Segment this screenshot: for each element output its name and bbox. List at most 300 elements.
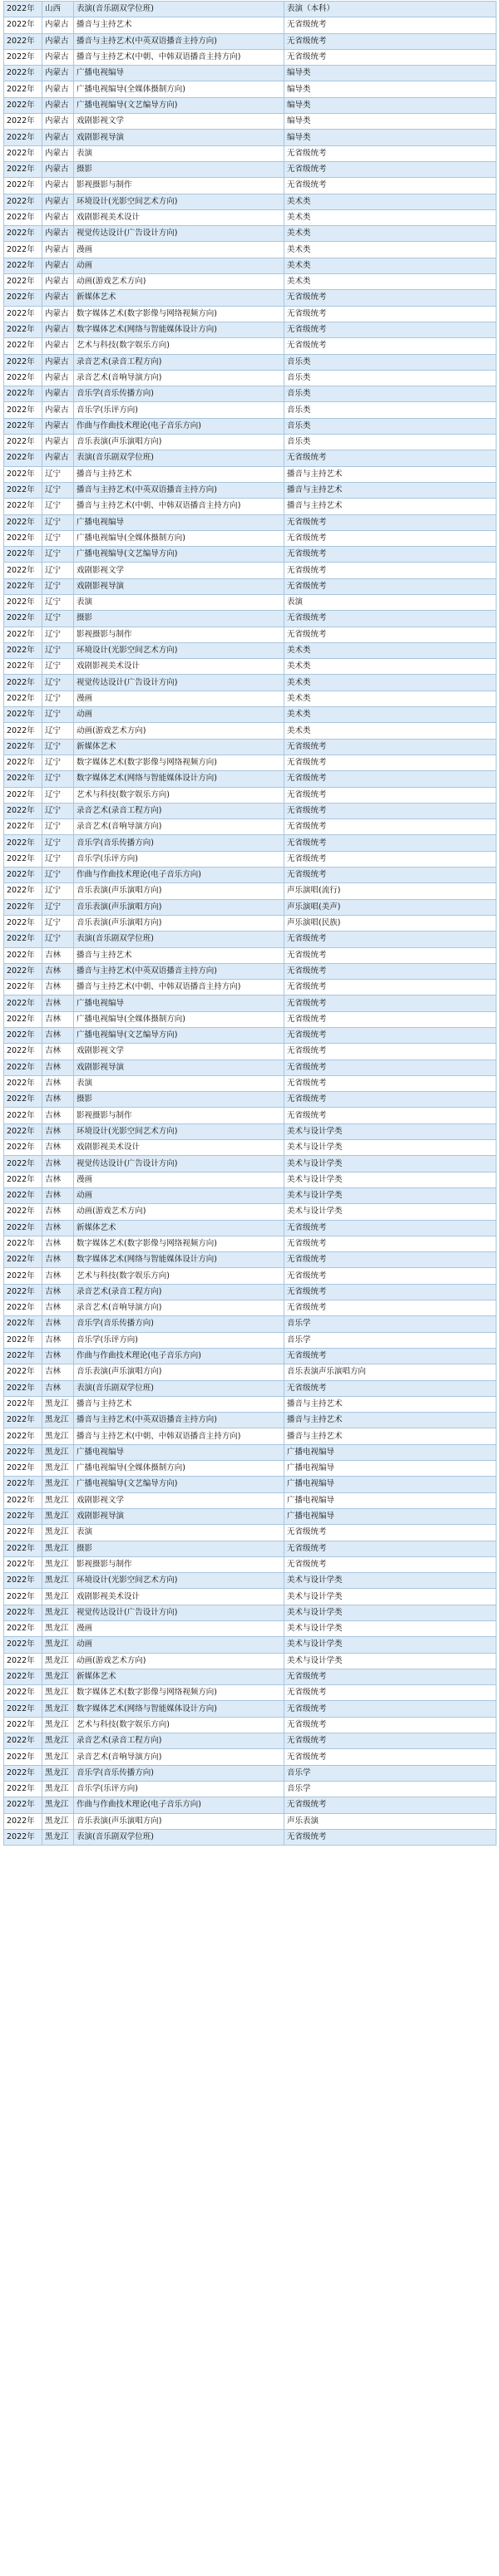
exam-category-cell: 无省级统考	[284, 771, 497, 787]
major-cell: 数字媒体艺术(数字影像与网络视频方向)	[74, 306, 284, 322]
year-cell: 2022年	[4, 659, 42, 675]
table-row	[4, 980, 497, 995]
major-cell: 数字媒体艺术(数字影像与网络视频方向)	[74, 755, 284, 770]
year-cell: 2022年	[4, 1300, 42, 1316]
major-cell: 动画(游戏艺术方向)	[74, 1204, 284, 1220]
year-cell: 2022年	[4, 97, 42, 113]
year-cell: 2022年	[4, 33, 42, 49]
province-cell: 内蒙古	[42, 33, 74, 49]
province-cell: 内蒙古	[42, 435, 74, 450]
exam-category-cell: 无省级统考	[284, 514, 497, 530]
year-cell: 2022年	[4, 1685, 42, 1701]
table-row	[4, 258, 497, 273]
exam-category-cell: 音乐类	[284, 370, 497, 386]
table-row	[4, 66, 497, 81]
table-row	[4, 1011, 497, 1027]
table-row	[4, 1284, 497, 1300]
year-cell: 2022年	[4, 1541, 42, 1556]
year-cell: 2022年	[4, 322, 42, 337]
province-cell: 内蒙古	[42, 49, 74, 65]
table-row	[4, 1332, 497, 1348]
province-cell: 吉林	[42, 1092, 74, 1108]
province-cell: 黑龙江	[42, 1461, 74, 1477]
province-cell: 内蒙古	[42, 322, 74, 337]
exam-category-cell: 美术类	[284, 242, 497, 258]
year-cell: 2022年	[4, 691, 42, 706]
year-cell: 2022年	[4, 194, 42, 209]
table-row	[4, 1717, 497, 1733]
province-cell: 辽宁	[42, 514, 74, 530]
table-row	[4, 370, 497, 386]
year-cell: 2022年	[4, 1525, 42, 1541]
major-cell: 视觉传达设计(广告设计方向)	[74, 226, 284, 242]
major-cell: 录音艺术(音响导演方向)	[74, 1749, 284, 1765]
table-row	[4, 145, 497, 161]
province-cell: 吉林	[42, 1316, 74, 1332]
major-cell: 表演(音乐剧双学位班)	[74, 2, 284, 17]
major-cell: 摄影	[74, 1092, 284, 1108]
year-cell: 2022年	[4, 370, 42, 386]
table-row	[4, 1685, 497, 1701]
exam-category-cell: 音乐学	[284, 1332, 497, 1348]
table-row	[4, 1316, 497, 1332]
year-cell: 2022年	[4, 209, 42, 225]
major-cell: 音乐学(乐评方向)	[74, 1781, 284, 1797]
exam-category-cell: 无省级统考	[284, 627, 497, 642]
table-row	[4, 338, 497, 354]
year-cell: 2022年	[4, 290, 42, 306]
year-cell: 2022年	[4, 1044, 42, 1059]
province-cell: 黑龙江	[42, 1477, 74, 1492]
table-row	[4, 1236, 497, 1251]
province-cell: 山西	[42, 2, 74, 17]
major-cell: 戏剧影视导演	[74, 1508, 284, 1524]
province-cell: 吉林	[42, 1044, 74, 1059]
major-cell: 新媒体艺术	[74, 1669, 284, 1684]
province-cell: 黑龙江	[42, 1653, 74, 1669]
province-cell: 吉林	[42, 1172, 74, 1187]
table-row	[4, 1813, 497, 1829]
exam-category-cell: 无省级统考	[284, 1733, 497, 1749]
table-row	[4, 594, 497, 610]
exam-category-cell: 无省级统考	[284, 1028, 497, 1044]
exam-category-cell: 美术与设计学类	[284, 1653, 497, 1669]
province-cell: 黑龙江	[42, 1620, 74, 1636]
province-cell: 内蒙古	[42, 338, 74, 354]
table-row	[4, 97, 497, 113]
province-cell: 黑龙江	[42, 1413, 74, 1428]
major-cell: 播音与主持艺术	[74, 466, 284, 482]
year-cell: 2022年	[4, 1605, 42, 1620]
major-cell: 音乐表演(声乐演唱方向)	[74, 1813, 284, 1829]
exam-category-cell: 音乐学	[284, 1316, 497, 1332]
exam-category-cell: 无省级统考	[284, 803, 497, 819]
major-cell: 戏剧影视文学	[74, 1492, 284, 1508]
table-row	[4, 1492, 497, 1508]
major-cell: 录音艺术(音响导演方向)	[74, 370, 284, 386]
exam-category-cell: 无省级统考	[284, 578, 497, 594]
major-cell: 环境设计(光影空间艺术方向)	[74, 1123, 284, 1139]
exam-category-cell: 无省级统考	[284, 819, 497, 835]
major-cell: 漫画	[74, 691, 284, 706]
major-cell: 艺术与科技(数字娱乐方向)	[74, 787, 284, 803]
province-cell: 黑龙江	[42, 1444, 74, 1460]
table-row	[4, 1797, 497, 1813]
province-cell: 辽宁	[42, 787, 74, 803]
province-cell: 内蒙古	[42, 66, 74, 81]
province-cell: 辽宁	[42, 932, 74, 947]
province-cell: 内蒙古	[42, 194, 74, 209]
province-cell: 内蒙古	[42, 306, 74, 322]
major-cell: 音乐表演(声乐演唱方向)	[74, 899, 284, 915]
exam-category-cell: 无省级统考	[284, 851, 497, 867]
exam-category-cell: 无省级统考	[284, 1059, 497, 1075]
major-cell: 音乐表演(声乐演唱方向)	[74, 915, 284, 931]
province-cell: 内蒙古	[42, 370, 74, 386]
exam-category-cell: 美术与设计学类	[284, 1140, 497, 1156]
table-row	[4, 514, 497, 530]
year-cell: 2022年	[4, 1749, 42, 1765]
exam-category-cell: 无省级统考	[284, 1685, 497, 1701]
province-cell: 黑龙江	[42, 1508, 74, 1524]
major-cell: 录音艺术(录音工程方向)	[74, 803, 284, 819]
province-cell: 内蒙古	[42, 97, 74, 113]
year-cell: 2022年	[4, 883, 42, 899]
major-cell: 数字媒体艺术(网络与智能媒体设计方向)	[74, 1701, 284, 1717]
province-cell: 吉林	[42, 1187, 74, 1203]
year-cell: 2022年	[4, 1108, 42, 1123]
exam-category-cell: 无省级统考	[284, 547, 497, 563]
province-cell: 辽宁	[42, 851, 74, 867]
table-row	[4, 226, 497, 242]
table-row	[4, 739, 497, 755]
province-cell: 黑龙江	[42, 1573, 74, 1589]
year-cell: 2022年	[4, 1781, 42, 1797]
year-cell: 2022年	[4, 81, 42, 97]
year-cell: 2022年	[4, 1059, 42, 1075]
major-cell: 新媒体艺术	[74, 290, 284, 306]
exam-category-cell: 美术与设计学类	[284, 1187, 497, 1203]
exam-category-cell: 美术类	[284, 675, 497, 691]
year-cell: 2022年	[4, 1092, 42, 1108]
exam-category-cell: 无省级统考	[284, 290, 497, 306]
exam-category-cell: 无省级统考	[284, 980, 497, 995]
major-cell: 广播电视编导(全媒体摄制方向)	[74, 530, 284, 546]
province-cell: 黑龙江	[42, 1637, 74, 1653]
table-row	[4, 2, 497, 17]
exam-category-cell: 无省级统考	[284, 1749, 497, 1765]
major-cell: 播音与主持艺术(中英双语播音主持方向)	[74, 33, 284, 49]
exam-category-cell: 音乐学	[284, 1781, 497, 1797]
major-cell: 摄影	[74, 161, 284, 177]
exam-category-cell: 广播电视编导	[284, 1508, 497, 1524]
province-cell: 内蒙古	[42, 81, 74, 97]
province-cell: 吉林	[42, 947, 74, 963]
major-cell: 广播电视编导	[74, 514, 284, 530]
major-cell: 广播电视编导	[74, 995, 284, 1011]
exam-category-cell: 无省级统考	[284, 932, 497, 947]
year-cell: 2022年	[4, 466, 42, 482]
province-cell: 黑龙江	[42, 1781, 74, 1797]
major-cell: 动画(游戏艺术方向)	[74, 274, 284, 290]
table-row	[4, 691, 497, 706]
exam-category-cell: 无省级统考	[284, 161, 497, 177]
table-row	[4, 418, 497, 434]
major-cell: 表演(音乐剧双学位班)	[74, 932, 284, 947]
table-row	[4, 659, 497, 675]
table-row	[4, 707, 497, 723]
major-cell: 摄影	[74, 611, 284, 627]
major-cell: 戏剧影视文学	[74, 1044, 284, 1059]
province-cell: 吉林	[42, 1380, 74, 1396]
table-row	[4, 1556, 497, 1572]
exam-category-cell: 无省级统考	[284, 787, 497, 803]
table-row	[4, 1573, 497, 1589]
province-cell: 黑龙江	[42, 1797, 74, 1813]
province-cell: 吉林	[42, 1220, 74, 1236]
major-cell: 音乐学(音乐传播方向)	[74, 386, 284, 402]
province-cell: 辽宁	[42, 578, 74, 594]
exam-category-cell: 美术类	[284, 226, 497, 242]
exam-category-cell: 音乐类	[284, 418, 497, 434]
year-cell: 2022年	[4, 418, 42, 434]
province-cell: 黑龙江	[42, 1701, 74, 1717]
year-cell: 2022年	[4, 402, 42, 418]
table-row	[4, 1252, 497, 1268]
table-row	[4, 1172, 497, 1187]
exam-category-cell: 无省级统考	[284, 1797, 497, 1813]
province-cell: 吉林	[42, 1028, 74, 1044]
year-cell: 2022年	[4, 1172, 42, 1187]
province-cell: 辽宁	[42, 835, 74, 851]
table-row	[4, 1765, 497, 1781]
exam-category-cell: 美术类	[284, 642, 497, 658]
table-row	[4, 354, 497, 370]
major-cell: 数字媒体艺术(网络与智能媒体设计方向)	[74, 1252, 284, 1268]
table-row	[4, 178, 497, 194]
major-cell: 影视摄影与制作	[74, 627, 284, 642]
table-row	[4, 1749, 497, 1765]
exam-category-cell: 无省级统考	[284, 322, 497, 337]
province-cell: 吉林	[42, 995, 74, 1011]
year-cell: 2022年	[4, 963, 42, 979]
major-cell: 播音与主持艺术(中英双语播音主持方向)	[74, 482, 284, 498]
province-cell: 黑龙江	[42, 1685, 74, 1701]
exam-category-cell: 美术类	[284, 707, 497, 723]
exam-category-cell: 无省级统考	[284, 1236, 497, 1251]
province-cell: 内蒙古	[42, 130, 74, 145]
province-cell: 吉林	[42, 1348, 74, 1364]
exam-category-cell: 无省级统考	[284, 33, 497, 49]
province-cell: 辽宁	[42, 547, 74, 563]
major-cell: 戏剧影视导演	[74, 130, 284, 145]
year-cell: 2022年	[4, 947, 42, 963]
table-row	[4, 563, 497, 578]
year-cell: 2022年	[4, 450, 42, 466]
exam-category-cell: 美术类	[284, 274, 497, 290]
major-cell: 广播电视编导(文艺编导方向)	[74, 547, 284, 563]
table-row	[4, 1108, 497, 1123]
year-cell: 2022年	[4, 980, 42, 995]
table-row	[4, 868, 497, 883]
major-cell: 戏剧影视美术设计	[74, 1589, 284, 1605]
exam-category-cell: 美术类	[284, 194, 497, 209]
major-cell: 动画(游戏艺术方向)	[74, 1653, 284, 1669]
province-cell: 吉林	[42, 1236, 74, 1251]
major-cell: 音乐学(音乐传播方向)	[74, 835, 284, 851]
province-cell: 内蒙古	[42, 161, 74, 177]
year-cell: 2022年	[4, 435, 42, 450]
exam-category-cell: 无省级统考	[284, 868, 497, 883]
exam-category-cell: 编导类	[284, 81, 497, 97]
major-cell: 录音艺术(音响导演方向)	[74, 819, 284, 835]
table-row	[4, 787, 497, 803]
table-row	[4, 242, 497, 258]
exam-category-cell: 播音与主持艺术	[284, 1413, 497, 1428]
table-row	[4, 1123, 497, 1139]
table-row	[4, 611, 497, 627]
year-cell: 2022年	[4, 1396, 42, 1412]
exam-category-cell: 无省级统考	[284, 563, 497, 578]
year-cell: 2022年	[4, 178, 42, 194]
major-cell: 戏剧影视文学	[74, 563, 284, 578]
table-row	[4, 482, 497, 498]
exam-category-cell: 无省级统考	[284, 1075, 497, 1091]
year-cell: 2022年	[4, 1508, 42, 1524]
year-cell: 2022年	[4, 1364, 42, 1380]
table-row	[4, 755, 497, 770]
exam-category-cell: 无省级统考	[284, 947, 497, 963]
year-cell: 2022年	[4, 1428, 42, 1444]
year-cell: 2022年	[4, 1413, 42, 1428]
major-cell: 广播电视编导(文艺编导方向)	[74, 1477, 284, 1492]
province-cell: 辽宁	[42, 899, 74, 915]
province-cell: 黑龙江	[42, 1829, 74, 1845]
province-cell: 辽宁	[42, 707, 74, 723]
year-cell: 2022年	[4, 1589, 42, 1605]
province-cell: 吉林	[42, 1332, 74, 1348]
major-cell: 音乐学(乐评方向)	[74, 1332, 284, 1348]
year-cell: 2022年	[4, 306, 42, 322]
province-cell: 内蒙古	[42, 114, 74, 130]
table-row	[4, 899, 497, 915]
year-cell: 2022年	[4, 835, 42, 851]
province-cell: 吉林	[42, 963, 74, 979]
province-cell: 吉林	[42, 1252, 74, 1268]
year-cell: 2022年	[4, 819, 42, 835]
province-cell: 吉林	[42, 980, 74, 995]
major-cell: 表演(音乐剧双学位班)	[74, 1829, 284, 1845]
major-cell: 作曲与作曲技术理论(电子音乐方向)	[74, 418, 284, 434]
table-row	[4, 402, 497, 418]
table-row	[4, 194, 497, 209]
year-cell: 2022年	[4, 354, 42, 370]
table-row	[4, 1589, 497, 1605]
year-cell: 2022年	[4, 771, 42, 787]
province-cell: 黑龙江	[42, 1428, 74, 1444]
major-cell: 影视摄影与制作	[74, 178, 284, 194]
year-cell: 2022年	[4, 932, 42, 947]
exam-category-cell: 无省级统考	[284, 178, 497, 194]
exam-category-cell: 无省级统考	[284, 1556, 497, 1572]
exam-category-cell: 无省级统考	[284, 49, 497, 65]
major-cell: 环境设计(光影空间艺术方向)	[74, 642, 284, 658]
table-row	[4, 578, 497, 594]
province-cell: 黑龙江	[42, 1525, 74, 1541]
year-cell: 2022年	[4, 1620, 42, 1636]
major-cell: 动画	[74, 258, 284, 273]
major-cell: 播音与主持艺术(中朝、中韩双语播音主持方向)	[74, 49, 284, 65]
exam-category-cell: 无省级统考	[284, 835, 497, 851]
exam-category-cell: 编导类	[284, 66, 497, 81]
year-cell: 2022年	[4, 1204, 42, 1220]
year-cell: 2022年	[4, 611, 42, 627]
exam-category-cell: 播音与主持艺术	[284, 1396, 497, 1412]
year-cell: 2022年	[4, 1829, 42, 1845]
major-cell: 影视摄影与制作	[74, 1556, 284, 1572]
major-cell: 新媒体艺术	[74, 1220, 284, 1236]
table-row	[4, 161, 497, 177]
exam-category-cell: 音乐类	[284, 435, 497, 450]
exam-category-cell: 无省级统考	[284, 1380, 497, 1396]
province-cell: 辽宁	[42, 466, 74, 482]
exam-category-cell: 无省级统考	[284, 1220, 497, 1236]
table-row	[4, 1092, 497, 1108]
exam-category-cell: 美术类	[284, 723, 497, 739]
exam-category-cell: 无省级统考	[284, 1252, 497, 1268]
province-cell: 内蒙古	[42, 450, 74, 466]
major-cell: 摄影	[74, 1541, 284, 1556]
major-cell: 动画	[74, 707, 284, 723]
major-cell: 播音与主持艺术(中朝、中韩双语播音主持方向)	[74, 1428, 284, 1444]
province-cell: 黑龙江	[42, 1717, 74, 1733]
province-cell: 辽宁	[42, 691, 74, 706]
year-cell: 2022年	[4, 627, 42, 642]
year-cell: 2022年	[4, 482, 42, 498]
table-row	[4, 1428, 497, 1444]
major-cell: 作曲与作曲技术理论(电子音乐方向)	[74, 1797, 284, 1813]
exam-category-cell: 音乐类	[284, 354, 497, 370]
year-cell: 2022年	[4, 1075, 42, 1091]
table-row	[4, 627, 497, 642]
year-cell: 2022年	[4, 707, 42, 723]
major-cell: 广播电视编导(文艺编导方向)	[74, 1028, 284, 1044]
year-cell: 2022年	[4, 1701, 42, 1717]
major-cell: 录音艺术(音响导演方向)	[74, 1300, 284, 1316]
province-cell: 吉林	[42, 1284, 74, 1300]
province-cell: 辽宁	[42, 771, 74, 787]
province-cell: 辽宁	[42, 530, 74, 546]
major-cell: 戏剧影视导演	[74, 578, 284, 594]
table-row	[4, 947, 497, 963]
year-cell: 2022年	[4, 915, 42, 931]
major-cell: 戏剧影视美术设计	[74, 659, 284, 675]
table-row	[4, 1733, 497, 1749]
exam-category-cell: 美术与设计学类	[284, 1589, 497, 1605]
major-cell: 广播电视编导(全媒体摄制方向)	[74, 81, 284, 97]
province-cell: 内蒙古	[42, 17, 74, 33]
year-cell: 2022年	[4, 1573, 42, 1589]
major-cell: 播音与主持艺术	[74, 1396, 284, 1412]
exam-category-cell: 美术与设计学类	[284, 1637, 497, 1653]
table-row	[4, 1605, 497, 1620]
year-cell: 2022年	[4, 499, 42, 514]
major-cell: 动画(游戏艺术方向)	[74, 723, 284, 739]
province-cell: 吉林	[42, 1204, 74, 1220]
province-cell: 吉林	[42, 1123, 74, 1139]
major-cell: 动画	[74, 1637, 284, 1653]
exam-category-cell: 无省级统考	[284, 755, 497, 770]
